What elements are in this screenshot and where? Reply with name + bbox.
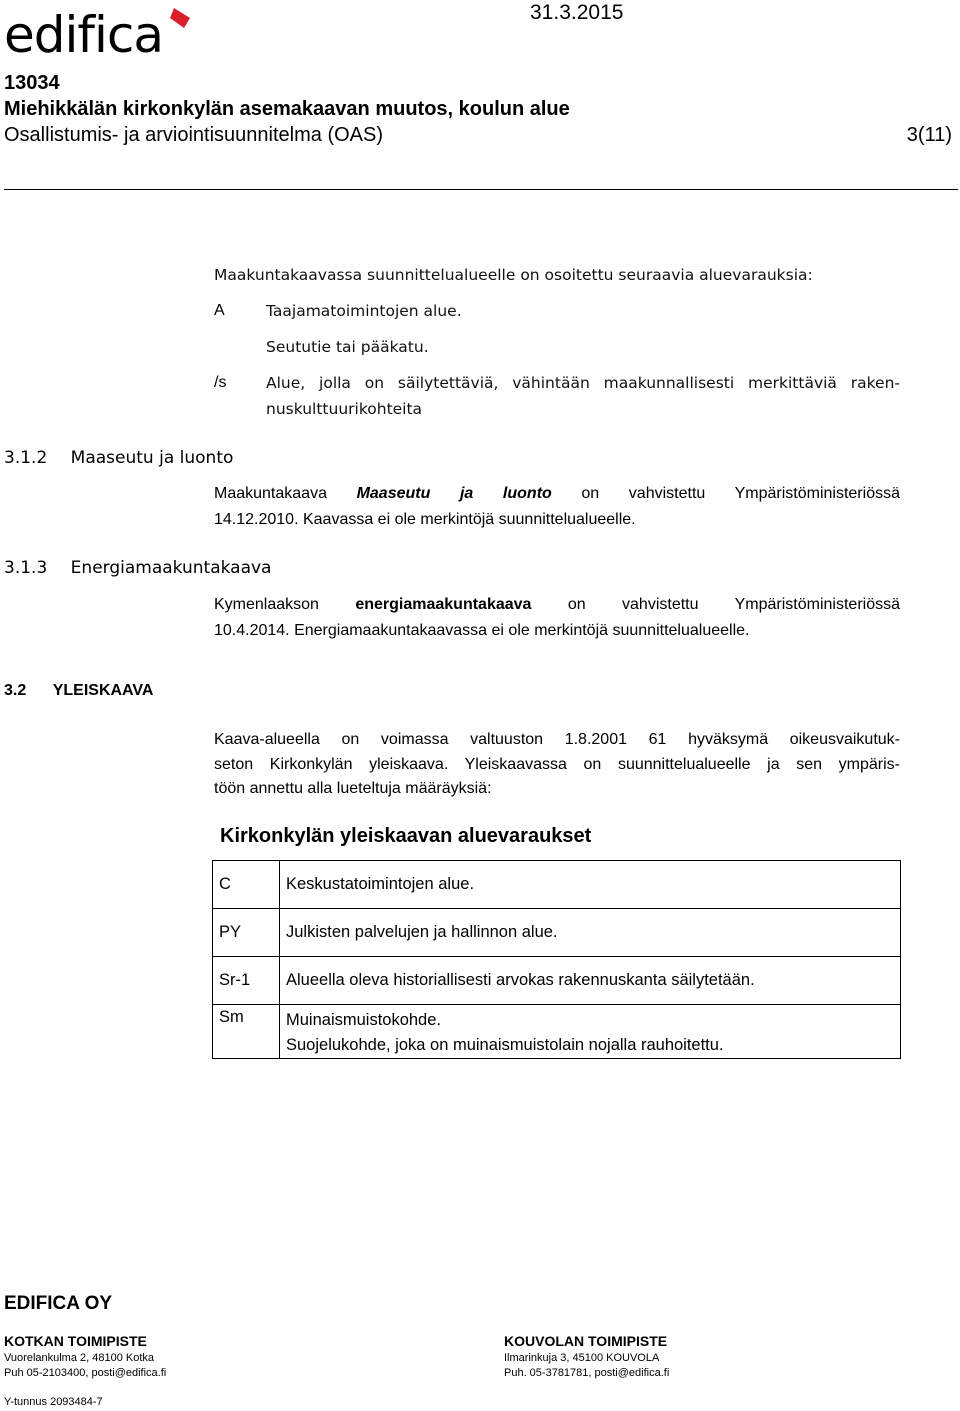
table-cell-code: PY bbox=[213, 909, 280, 957]
section-32-line1: Kaava-alueella on voimassa valtuuston 1.8.2001 61 hyväksymä oikeusvaikutuk- bbox=[214, 731, 900, 748]
section-title: Energiamaakuntakaava bbox=[70, 558, 272, 578]
aluevaraus-text: Seututie tai pääkatu. bbox=[266, 338, 429, 356]
section-32-line2: seton Kirkonkylän yleiskaava. Yleiskaavassa on suunnittelualueelle ja sen ympäris- bbox=[214, 756, 900, 773]
aluevaraus-text-cont: nuskulttuurikohteita bbox=[266, 400, 423, 418]
table-row bbox=[213, 909, 901, 957]
aluevaraus-text: Alue, jolla on säilytettäviä, vähintään maakunnallisesti merkittäviä raken- bbox=[266, 374, 900, 392]
table-cell-line: Suojelukohde, joka on muinaismuistolain nojalla rauhoitettu. bbox=[286, 1036, 724, 1054]
section-32-line3: töön annettu alla lueteltuja määräyksiä: bbox=[214, 780, 492, 797]
header-divider bbox=[4, 189, 958, 190]
table-cell-code: C bbox=[213, 861, 280, 909]
section-heading-312 bbox=[4, 448, 233, 468]
text-span: on vahvistettu Ympäristöministeriössä bbox=[567, 596, 900, 613]
table-cell-text bbox=[280, 1005, 901, 1059]
table-row bbox=[213, 1005, 901, 1059]
section-number: 3.2 bbox=[4, 682, 27, 699]
footer-kotka-contact: Puh 05-2103400, posti@edifica.fi bbox=[4, 1367, 167, 1379]
table-cell-text: Julkisten palvelujen ja hallinnon alue. bbox=[280, 909, 901, 957]
footer-company: EDIFICA OY bbox=[4, 1293, 113, 1314]
section-312-line2: 14.12.2010. Kaavassa ei ole merkintöjä suunnittelualueelle. bbox=[214, 511, 636, 528]
section-heading-32 bbox=[4, 682, 153, 700]
table-cell-code: Sr-1 bbox=[213, 957, 280, 1005]
section-313-line1 bbox=[214, 596, 900, 614]
document-title: Miehikkälän kirkonkylän asemakaavan muutos, koulun alue bbox=[4, 98, 570, 120]
aluevaraukset-table bbox=[212, 860, 901, 1059]
footer-kouvola-contact: Puh. 05-3781781, posti@edifica.fi bbox=[504, 1367, 670, 1379]
table-title: Kirkonkylän yleiskaavan aluevaraukset bbox=[220, 825, 592, 847]
logo-wordmark: edifica bbox=[4, 6, 164, 60]
section-heading-313 bbox=[4, 558, 271, 578]
logo-graphic bbox=[4, 4, 194, 60]
table-cell-text: Alueella oleva historiallisesti arvokas rakennuskanta säilytetään. bbox=[280, 957, 901, 1005]
section-312-line1 bbox=[214, 485, 900, 503]
section-number: 3.1.3 bbox=[4, 558, 48, 578]
edifica-logo bbox=[4, 4, 194, 60]
page-number: 3(11) bbox=[906, 124, 952, 146]
section-number: 3.1.2 bbox=[4, 448, 48, 468]
maakuntakaava-intro: Maakuntakaavassa suunnittelualueelle on osoitettu seuraavia aluevarauksia: bbox=[214, 266, 813, 284]
document-date: 31.3.2015 bbox=[530, 1, 624, 24]
text-span: Maakuntakaava bbox=[214, 485, 327, 502]
aluevaraus-text: Taajamatoimintojen alue. bbox=[266, 302, 462, 320]
footer-kotka-title: KOTKAN TOIMIPISTE bbox=[4, 1333, 147, 1349]
table-row bbox=[213, 957, 901, 1005]
section-313-line2: 10.4.2014. Energiamaakuntakaavassa ei ole merkintöjä suunnittelualueelle. bbox=[214, 622, 750, 639]
project-number: 13034 bbox=[4, 72, 60, 94]
footer-kouvola-address: Ilmarinkuja 3, 45100 KOUVOLA bbox=[504, 1352, 660, 1364]
plan-name: energiamaakuntakaava bbox=[355, 596, 532, 613]
footer-kouvola-title: KOUVOLAN TOIMIPISTE bbox=[504, 1333, 668, 1349]
table-cell-text: Keskustatoimintojen alue. bbox=[280, 861, 901, 909]
plan-name: Maaseutu ja luonto bbox=[356, 485, 552, 502]
aluevaraus-code: A bbox=[214, 302, 225, 319]
text-span: Kymenlaakson bbox=[214, 596, 319, 613]
section-title: YLEISKAAVA bbox=[52, 682, 154, 699]
table-row bbox=[213, 861, 901, 909]
text-span: on vahvistettu Ympäristöministeriössä bbox=[581, 485, 900, 502]
footer-ytunnus: Y-tunnus 2093484-7 bbox=[4, 1396, 103, 1408]
section-title: Maaseutu ja luonto bbox=[70, 448, 234, 468]
logo-accent-icon bbox=[170, 8, 190, 28]
table-cell-line: Muinaismuistokohde. bbox=[286, 1011, 441, 1029]
footer-kotka-address: Vuorelankulma 2, 48100 Kotka bbox=[4, 1352, 155, 1364]
aluevaraus-code: /s bbox=[214, 374, 227, 391]
table-cell-code: Sm bbox=[213, 1005, 280, 1059]
document-subtitle: Osallistumis- ja arviointisuunnitelma (OAS) bbox=[4, 124, 384, 146]
